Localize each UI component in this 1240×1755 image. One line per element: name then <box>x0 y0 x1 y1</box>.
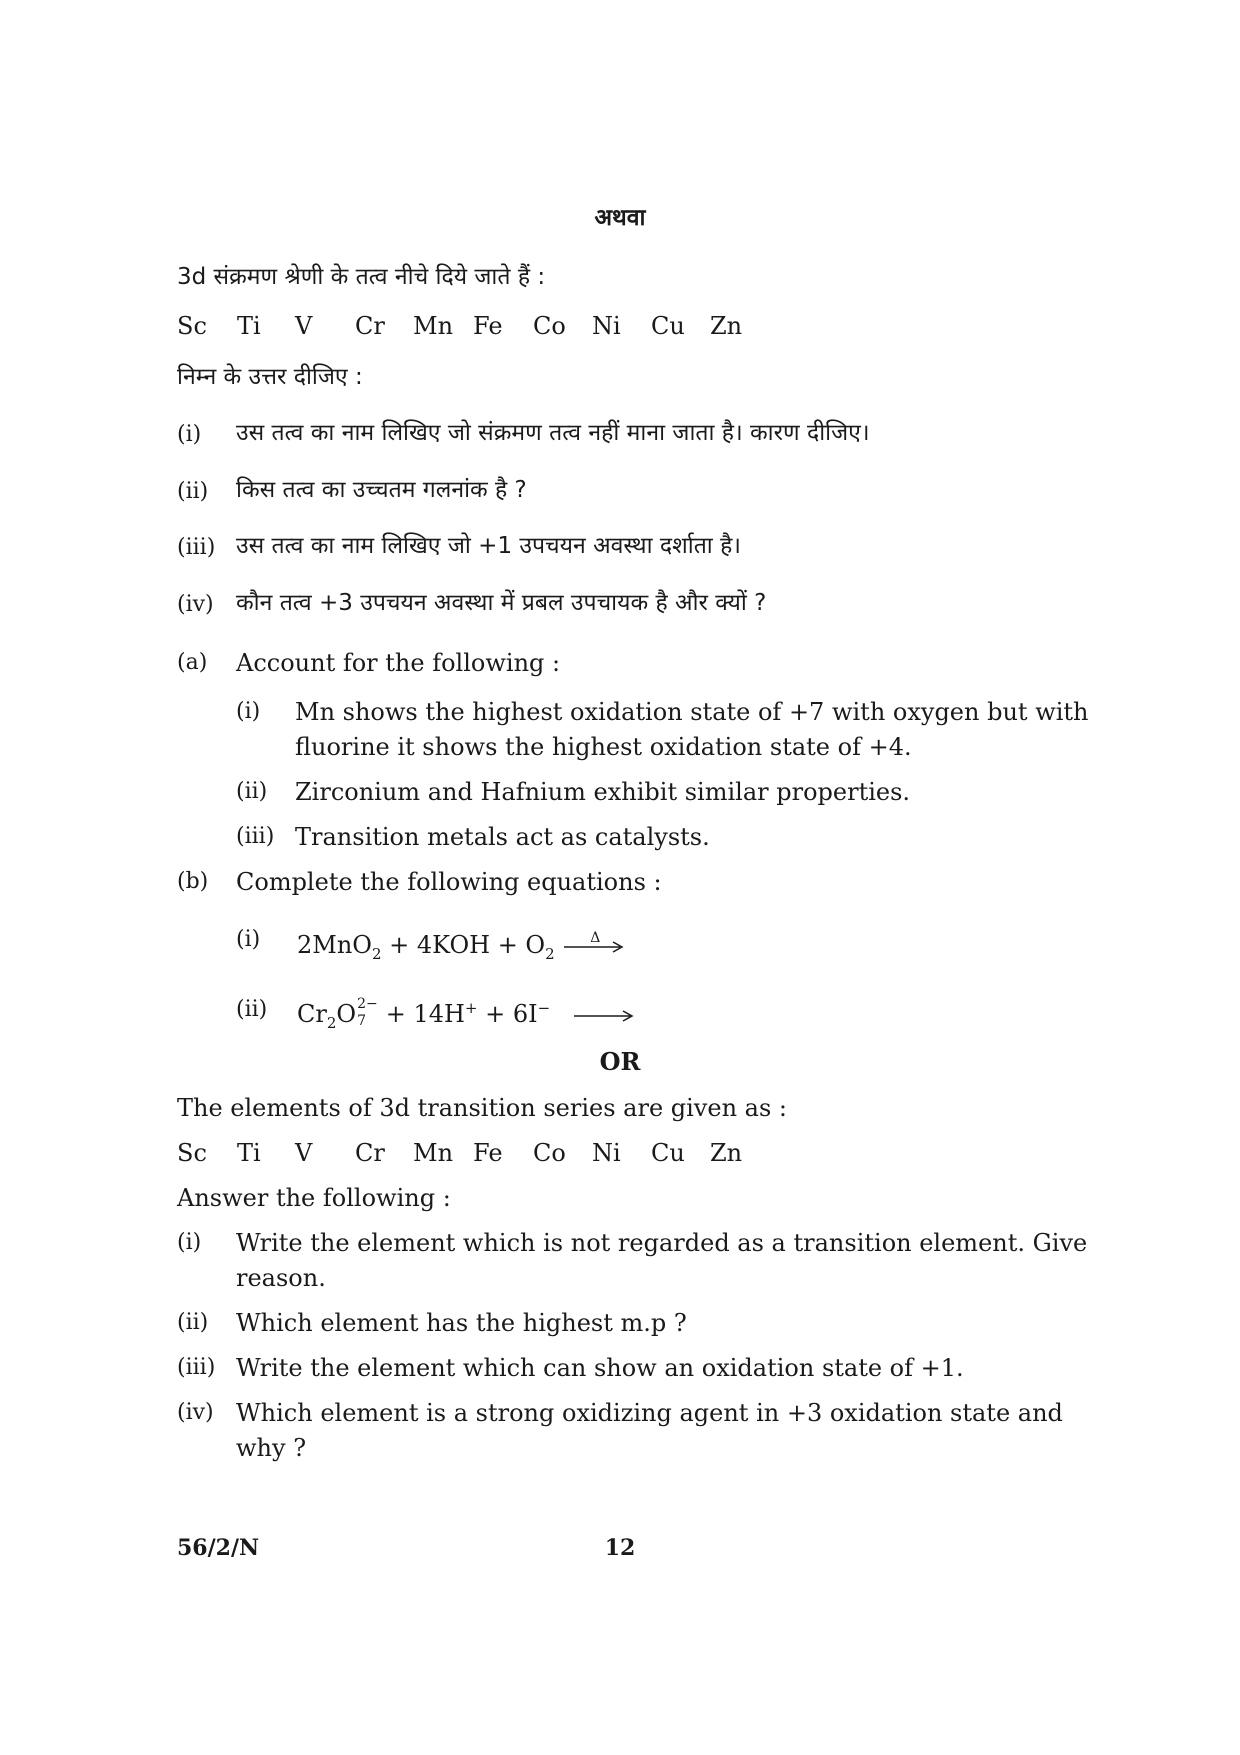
element-symbol: Mn <box>413 1139 454 1167</box>
element-symbol: Cr <box>355 1139 385 1167</box>
equation-1 <box>297 929 626 963</box>
question-text: कौन तत्व +3 उपचयन अवस्था में प्रबल उपचायक है और क्यों ? <box>236 590 767 616</box>
element-symbol: Fe <box>473 1139 503 1167</box>
eq-term: + 6I <box>477 1000 538 1028</box>
element-symbol: Ti <box>237 1139 261 1167</box>
item-text: Zirconium and Hafnium exhibit similar properties. <box>295 778 911 806</box>
element-symbol: Co <box>533 312 566 340</box>
question-text: Write the element which is not regarded as a transition element. Give <box>236 1229 1088 1257</box>
question-label: (i) <box>177 422 202 447</box>
element-symbol: Ni <box>592 1139 621 1167</box>
element-symbol: V <box>295 312 313 340</box>
english-instruction: Answer the following : <box>177 1184 451 1212</box>
part-b-label: (b) <box>177 869 209 894</box>
question-label: (iii) <box>177 1355 216 1380</box>
question-text: किस तत्व का उच्चतम गलनांक है ? <box>236 477 527 503</box>
question-text-continued: reason. <box>236 1264 326 1292</box>
part-a-title: Account for the following : <box>236 649 561 677</box>
question-label: (ii) <box>177 1310 209 1335</box>
question-label: (iii) <box>177 535 216 560</box>
part-a-label: (a) <box>177 650 208 675</box>
question-text: Which element has the highest m.p ? <box>236 1309 687 1337</box>
element-symbol: Sc <box>177 312 207 340</box>
heat-symbol: Δ <box>590 929 601 946</box>
eq-subscript: 7 <box>357 1013 366 1029</box>
reaction-arrow-icon <box>572 1006 636 1026</box>
element-symbol: Cu <box>651 1139 685 1167</box>
item-label: (i) <box>236 699 261 724</box>
eq-subscript: 2 <box>326 1013 337 1032</box>
element-symbol: Mn <box>413 312 454 340</box>
question-label: (iv) <box>177 1400 214 1425</box>
question-text: Which element is a strong oxidizing agent in +3 oxidation state and <box>236 1399 1063 1427</box>
item-text: Transition metals act as catalysts. <box>295 823 710 851</box>
reaction-arrow-icon <box>562 929 626 957</box>
element-symbol: Zn <box>710 1139 743 1167</box>
question-label: (ii) <box>177 479 209 504</box>
question-label: (iv) <box>177 592 214 617</box>
part-b-title: Complete the following equations : <box>236 868 662 896</box>
eq-subscript: 2 <box>545 944 555 963</box>
element-symbol: Fe <box>473 312 503 340</box>
eq-superscript: + <box>464 999 478 1017</box>
element-symbol: Cr <box>355 312 385 340</box>
item-label: (iii) <box>236 824 275 849</box>
element-symbol: Co <box>533 1139 566 1167</box>
question-text-continued: why ? <box>236 1434 307 1462</box>
eq-term: Cr <box>297 1000 327 1028</box>
element-symbol: Ni <box>592 312 621 340</box>
page-number: 12 <box>604 1535 636 1561</box>
element-symbol: Cu <box>651 312 685 340</box>
eq-term: 2MnO <box>297 931 372 959</box>
eq-superscript: 2− <box>357 996 378 1012</box>
eq-term: + 4KOH + O <box>381 931 546 959</box>
item-text-continued: fluorine it shows the highest oxidation state of +4. <box>295 733 912 761</box>
eq-term: O <box>336 1000 357 1028</box>
eq-term: + 14H <box>378 1000 465 1028</box>
equation-label: (ii) <box>236 997 268 1022</box>
or-heading: OR <box>599 1047 641 1076</box>
question-label: (i) <box>177 1230 202 1255</box>
question-text: Write the element which can show an oxidation state of +1. <box>236 1354 964 1382</box>
hindi-intro: 3d संक्रमण श्रेणी के तत्व नीचे दिये जाते हैं : <box>177 264 546 290</box>
eq-superscript: − <box>537 999 551 1017</box>
equation-2 <box>297 996 636 1032</box>
element-symbol: V <box>295 1139 313 1167</box>
question-text: उस तत्व का नाम लिखिए जो +1 उपचयन अवस्था दर्शाता है। <box>236 533 742 559</box>
paper-code: 56/2/N <box>177 1535 260 1561</box>
element-symbol: Sc <box>177 1139 207 1167</box>
eq-subscript: 2 <box>371 944 382 963</box>
equation-label: (i) <box>236 927 261 952</box>
hindi-instruction: निम्न के उत्तर दीजिए : <box>177 364 363 390</box>
element-symbol: Zn <box>710 312 743 340</box>
item-text: Mn shows the highest oxidation state of +7 with oxygen but with <box>295 698 1089 726</box>
element-symbol: Ti <box>237 312 261 340</box>
question-text: उस तत्व का नाम लिखिए जो संक्रमण तत्व नहीं माना जाता है। कारण दीजिए। <box>236 420 870 446</box>
hindi-or-heading: अथवा <box>594 205 646 231</box>
english-intro: The elements of 3d transition series are given as : <box>177 1094 787 1122</box>
item-label: (ii) <box>236 779 268 804</box>
